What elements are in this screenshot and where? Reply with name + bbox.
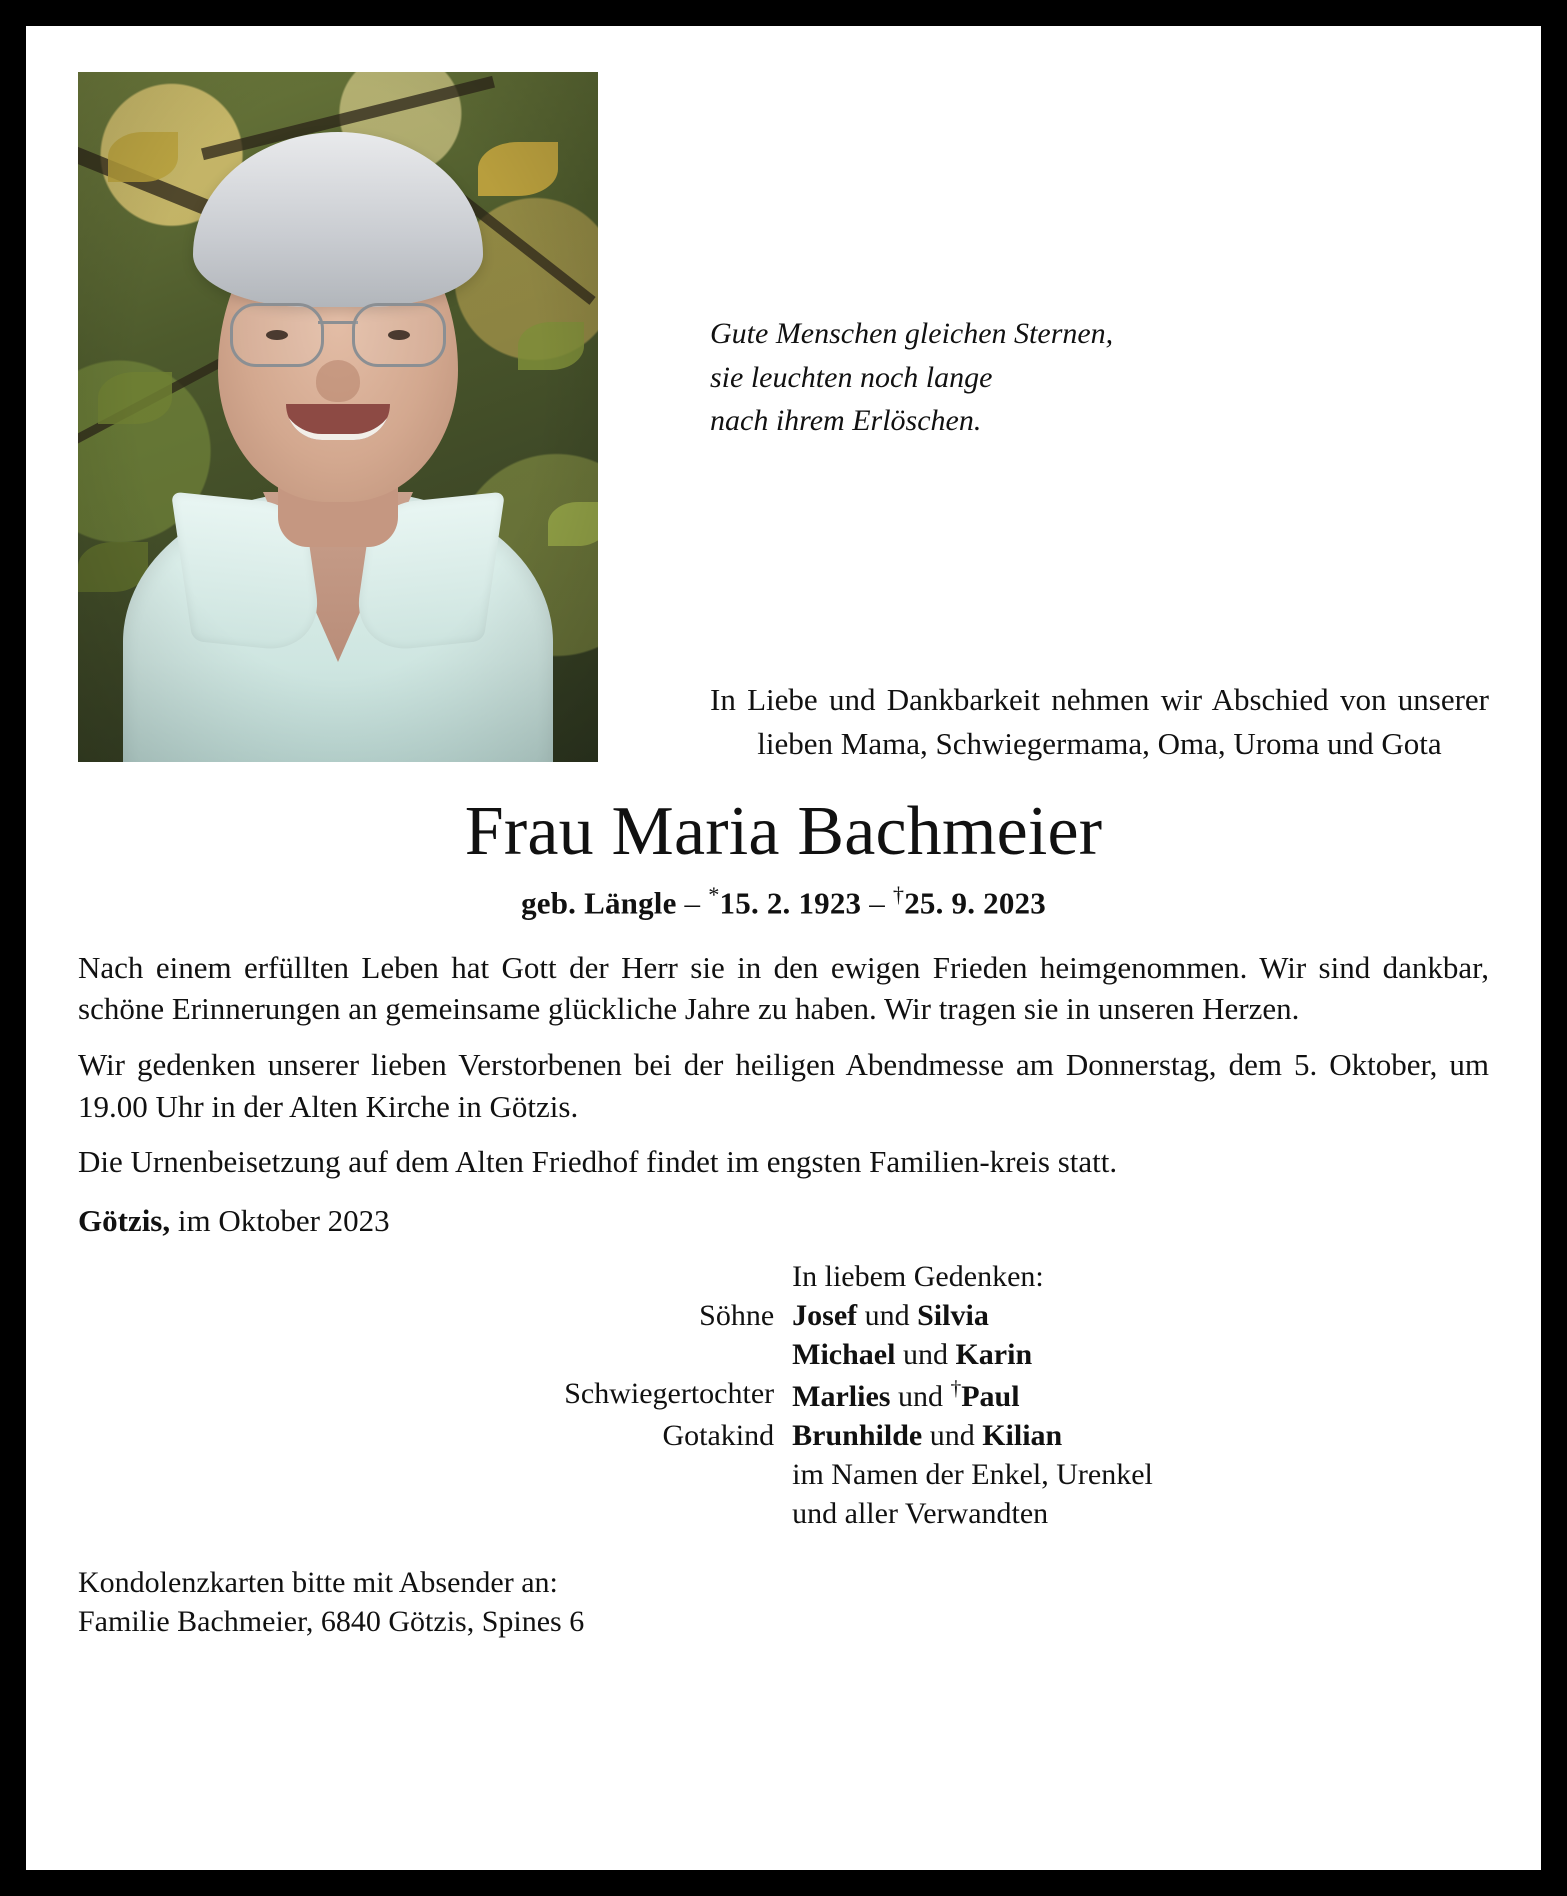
condolence-footer — [78, 1563, 1489, 1641]
maiden-name: Längle — [584, 884, 677, 920]
place-name: Götzis, — [78, 1202, 171, 1238]
family-heading-spacer — [414, 1257, 774, 1296]
verse-line-1: Gute Menschen gleichen Sternen, — [710, 317, 1114, 350]
paragraph-service: Wir gedenken unserer lieben Verstorbenen bei der heiligen Abendmesse am Donnerstag, dem 5. Oktober, um 19.00 Uhr in der Alten Kirche in Götzis. — [78, 1046, 1489, 1124]
family-closing-spacer-1 — [414, 1455, 774, 1494]
family-label-sons: Söhne — [699, 1298, 775, 1332]
family-grid — [414, 1257, 1153, 1533]
right-column — [598, 72, 1489, 772]
family-label-blank — [414, 1335, 774, 1374]
birth-symbol: * — [708, 881, 720, 907]
paragraph-remembrance: Nach einem erfüllten Leben hat Gott der Herr sie in den ewigen Frieden heimgenommen. Wir sind dankbar, schöne Erinnerungen an gemeinsame glückliche Jahre zu haben. Wir tragen sie in unseren Herzen. — [78, 949, 1489, 1027]
place-date: im Oktober 2023 — [177, 1202, 390, 1238]
family-closing-line-1: im Namen der Enkel, Urenkel — [792, 1457, 1153, 1491]
maiden-prefix: geb. — [521, 884, 577, 920]
death-symbol: † — [892, 881, 905, 907]
family-names-sons: Josef und Silvia — [792, 1298, 989, 1332]
page-title: Frau Maria Bachmeier — [464, 793, 1103, 870]
family-closing-spacer-2 — [414, 1494, 774, 1533]
birth-death-line — [78, 882, 1489, 921]
separator-dash-1: – — [684, 884, 701, 920]
family-label-godchild: Gotakind — [662, 1418, 775, 1452]
obituary-body — [78, 947, 1489, 1183]
photo-vignette — [78, 72, 598, 762]
death-date: 25. 9. 2023 — [904, 884, 1046, 920]
paragraph-burial: Die Urnenbeisetzung auf dem Alten Friedhof findet im engsten Familien-kreis statt. — [78, 1144, 1118, 1180]
family-names-godchild: Brunhilde und Kilian — [792, 1418, 1063, 1452]
intro-text: In Liebe und Dankbarkeit nehmen wir Abschied von unserer lieben Mama, Schwiegermama, Oma, Uroma und Gota — [710, 681, 1489, 761]
family-names-sons-2: Michael und Karin — [792, 1337, 1033, 1371]
verse-line-2: sie leuchten noch lange — [710, 360, 993, 394]
top-section — [78, 72, 1489, 772]
memorial-verse — [710, 312, 1489, 443]
family-block — [78, 1257, 1489, 1533]
family-closing-line-2: und aller Verwandten — [792, 1496, 1049, 1530]
verse-line-3: nach ihrem Erlöschen. — [710, 404, 982, 437]
family-names-daughter-in-law: Marlies und †Paul — [792, 1375, 1020, 1413]
portrait-photo — [78, 72, 598, 762]
family-heading: In liebem Gedenken: — [792, 1259, 1044, 1293]
birth-date: 15. 2. 1923 — [719, 884, 862, 920]
footer-line-1: Kondolenzkarten bitte mit Absender an: — [78, 1565, 558, 1599]
obituary-card — [26, 26, 1541, 1870]
footer-line-2: Familie Bachmeier, 6840 Götzis, Spines 6 — [78, 1604, 585, 1638]
place-date-line — [78, 1203, 1489, 1239]
separator-dash-2: – — [869, 884, 885, 920]
family-label-daughter-in-law: Schwiegertochter — [564, 1376, 775, 1410]
